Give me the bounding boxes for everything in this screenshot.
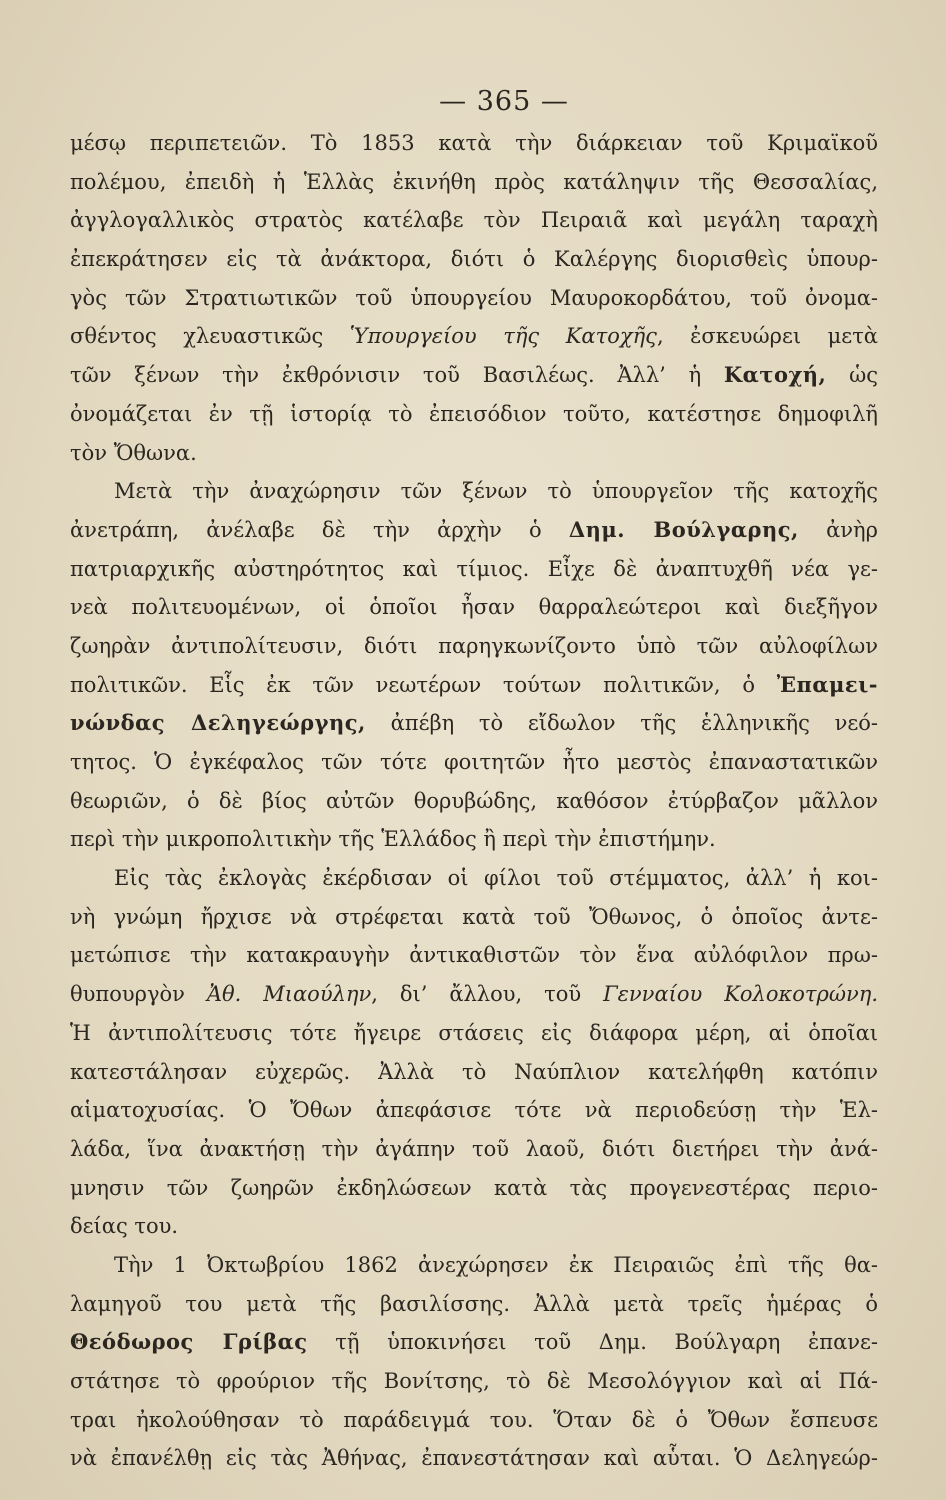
text-line — [70, 163, 878, 202]
text-line — [70, 124, 878, 163]
text-line — [70, 1014, 878, 1053]
text-segment: κατεστάλησαν εὐχερῶς. Ἀλλὰ τὸ Ναύπλιον κατελήφθη κατόπιν — [70, 1059, 878, 1084]
text-segment: θυπουργὸν — [70, 982, 207, 1007]
text-segment: ὀνομάζεται ἐν τῇ ἱστορίᾳ τὸ ἐπεισόδιον τοῦτο, κατέστησε δημοφιλῆ — [70, 401, 878, 426]
text-line — [70, 240, 878, 279]
text-line — [70, 782, 878, 821]
text-line — [70, 704, 878, 743]
text-segment: αἱματοχυσίας. Ὁ Ὄθων ἀπεφάσισε τότε νὰ περιοδεύσῃ τὴν Ἑλ- — [70, 1098, 878, 1123]
text-segment: ἐπεκράτησεν εἰς τὰ ἀνάκτορα, διότι ὁ Καλέργης διορισθεὶς ὑπουρ- — [70, 247, 878, 272]
text-segment: ἀπέβη τὸ εἴδωλον τῆς ἑλληνικῆς νεό- — [365, 711, 878, 736]
text-line — [70, 201, 878, 240]
text-line — [70, 627, 878, 666]
text-line — [70, 859, 878, 898]
text-segment: λαμηγοῦ του μετὰ τῆς βασιλίσσης. Ἀλλὰ μετὰ τρεῖς ἡμέρας ὁ — [70, 1291, 878, 1316]
text-line — [70, 1323, 878, 1362]
text-line — [70, 898, 878, 937]
text-segment: τὸν Ὄθωνα. — [70, 440, 197, 465]
text-line — [70, 975, 878, 1014]
text-segment: πολιτικῶν. Εἷς ἐκ τῶν νεωτέρων τούτων πολιτικῶν, ὁ — [70, 672, 777, 697]
text-line — [70, 1285, 878, 1324]
text-line — [70, 1053, 878, 1092]
text-segment: τῶν ξένων τὴν ἐκθρόνισιν τοῦ Βασιλέως. Ἀλλ’ ἡ — [70, 363, 724, 388]
text-segment: Εἰς τὰς ἐκλογὰς ἐκέρδισαν οἱ φίλοι τοῦ στέμματος, ἀλλ’ ἡ κοι- — [114, 866, 878, 891]
text-segment: μνησιν τῶν ζωηρῶν ἐκδηλώσεων κατὰ τὰς προγενεστέρας περιο- — [70, 1175, 878, 1200]
text-segment: τῇ ὑποκινήσει τοῦ Δημ. Βούλγαρη ἐπανε- — [307, 1330, 878, 1355]
italic-phrase: Ὑπουργείου τῆς Κατοχῆς — [349, 324, 657, 349]
document-page — [70, 80, 878, 1478]
text-segment: Μετὰ τὴν ἀναχώρησιν τῶν ξένων τὸ ὑπουργεῖον τῆς κατοχῆς — [114, 479, 878, 504]
text-segment: νεὰ πολιτευομένων, οἱ ὁποῖοι ἦσαν θαρραλεώτεροι καὶ διεξῆγον — [70, 595, 878, 620]
text-line — [70, 511, 878, 550]
italic-phrase: Γενναίου Κολοκοτρώνη. — [603, 982, 878, 1007]
text-segment: στάτησε τὸ φρούριον τῆς Βονίτσης, τὸ δὲ Μεσολόγγιον καὶ αἱ Πά- — [70, 1369, 878, 1393]
text-line — [70, 317, 878, 356]
text-line — [70, 1439, 878, 1478]
text-segment: περὶ τὴν μικροπολιτικὴν τῆς Ἑλλάδος ἢ περὶ τὴν ἐπιστήμην. — [70, 827, 716, 852]
text-segment: νὰ ἐπανέλθῃ εἰς τὰς Ἀθήνας, ἐπανεστάτησαν καὶ αὗται. Ὁ Δεληγεώρ- — [70, 1446, 878, 1471]
text-line — [70, 1130, 878, 1169]
text-segment: τητος. Ὁ ἐγκέφαλος τῶν τότε φοιτητῶν ἦτο μεστὸς ἐπαναστατικῶν — [70, 750, 878, 774]
text-line — [70, 1401, 878, 1440]
bold-name: Κατοχή, — [723, 362, 827, 388]
text-line — [70, 588, 878, 627]
text-segment: μετώπισε τὴν κατακραυγὴν ἀντικαθιστῶν τὸν ἕνα αὐλόφιλον πρω- — [70, 943, 878, 968]
text-segment: , δι’ ἄλλου, τοῦ — [371, 982, 604, 1007]
text-segment: γὸς τῶν Στρατιωτικῶν τοῦ ὑπουργείου Μαυροκορδάτου, τοῦ ὀνομα- — [70, 285, 878, 310]
text-segment: θεωριῶν, ὁ δὲ βίος αὐτῶν θορυβώδης, καθόσον ἐτύρβαζον μᾶλλον — [70, 788, 878, 813]
text-segment: πολέμου, ἐπειδὴ ἡ Ἑλλὰς ἐκινήθη πρὸς κατάληψιν τῆς Θεσσαλίας, — [70, 169, 878, 194]
text-line — [70, 279, 878, 318]
text-segment: ἀγγλογαλλικὸς στρατὸς κατέλαβε τὸν Πειραιᾶ καὶ μεγάλη ταραχὴ — [70, 208, 878, 233]
text-segment: πατριαρχικῆς αὐστηρότητος καὶ τίμιος. Εἶχε δὲ ἀναπτυχθῆ νέα γε- — [70, 556, 878, 581]
bold-name: Θεόδωρος Γρίβας — [70, 1329, 308, 1355]
text-segment: , ἐσκευώρει μετὰ — [656, 324, 878, 349]
text-segment: σθέντος χλευαστικῶς — [70, 324, 350, 349]
text-line — [70, 1362, 878, 1401]
text-segment: ζωηρὰν ἀντιπολίτευσιν, διότι παρηγκωνίζοντο ὑπὸ τῶν αὐλοφίλων — [70, 633, 878, 658]
text-line — [70, 1091, 878, 1130]
page-number: — 365 — — [439, 86, 569, 117]
text-segment: ἀνετράπη, ἀνέλαβε δὲ τὴν ἀρχὴν ὁ — [70, 517, 569, 542]
body-text — [70, 124, 878, 1478]
text-line — [70, 820, 878, 859]
text-line — [70, 743, 878, 782]
text-line — [70, 1207, 878, 1246]
text-line — [70, 395, 878, 434]
text-line — [70, 666, 878, 705]
bold-name: Δημ. Βούλγαρης, — [568, 516, 799, 542]
text-segment: ἀνὴρ — [798, 517, 878, 542]
text-line — [70, 356, 878, 395]
text-segment: Ἡ ἀντιπολίτευσις τότε ἤγειρε στάσεις εἰς διάφορα μέρη, αἱ ὁποῖαι — [70, 1020, 878, 1045]
text-line — [70, 936, 878, 975]
bold-name: νώνδας Δεληγεώργης, — [70, 710, 366, 736]
text-segment: μέσῳ περιπετειῶν. Τὸ 1853 κατὰ τὴν διάρκειαν τοῦ Κριμαϊκοῦ — [70, 131, 878, 155]
bold-name: Ἐπαμει- — [776, 671, 878, 697]
italic-phrase: Ἀθ. Μιαούλην — [206, 982, 372, 1007]
text-line — [70, 1246, 878, 1285]
text-line — [70, 1169, 878, 1208]
text-segment: δείας του. — [70, 1214, 179, 1239]
text-line — [70, 434, 878, 473]
text-segment: τραι ἠκολούθησαν τὸ παράδειγμά του. Ὅταν δὲ ὁ Ὄθων ἔσπευσε — [70, 1407, 878, 1432]
text-segment: Τὴν 1 Ὀκτωβρίου 1862 ἀνεχώρησεν ἐκ Πειραιῶς ἐπὶ τῆς θα- — [114, 1252, 878, 1277]
text-segment: νὴ γνώμη ἤρχισε νὰ στρέφεται κατὰ τοῦ Ὄθωνος, ὁ ὁποῖος ἀντε- — [70, 904, 878, 929]
text-line — [70, 472, 878, 511]
text-segment: ὡς — [826, 363, 878, 388]
text-line — [70, 550, 878, 589]
text-segment: λάδα, ἵνα ἀνακτήσῃ τὴν ἀγάπην τοῦ λαοῦ, διότι διετήρει τὴν ἀνά- — [70, 1136, 878, 1161]
